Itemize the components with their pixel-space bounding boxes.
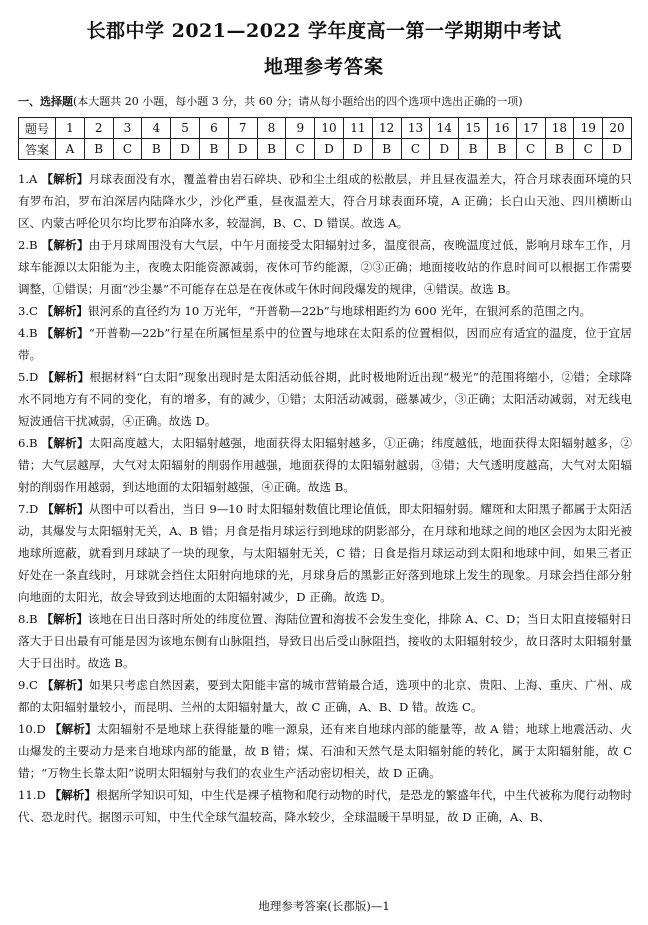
question-number-cell: 13	[401, 118, 430, 139]
question-number-cell: 8	[257, 118, 286, 139]
row-label-number: 题号	[19, 118, 56, 139]
explanation-tag: 【解析】	[42, 502, 89, 516]
explanation-number: 4.B	[18, 326, 38, 340]
explanation-tag: 【解析】	[49, 788, 97, 802]
question-number-cell: 20	[603, 118, 632, 139]
answer-cell: C	[516, 139, 545, 160]
section-heading	[18, 93, 638, 109]
explanation-tag: 【解析】	[41, 304, 89, 318]
answer-cell: B	[545, 139, 574, 160]
page-subtitle: 地理参考答案	[263, 56, 384, 78]
explanation-item	[18, 168, 632, 234]
answer-table	[18, 117, 632, 160]
question-number-cell: 16	[487, 118, 516, 139]
explanation-tag: 【解析】	[42, 370, 90, 384]
explanation-tag: 【解析】	[49, 722, 97, 736]
answer-row	[19, 139, 632, 160]
row-label-answer: 答案	[19, 139, 56, 160]
explanation-tag: 【解析】	[41, 612, 89, 626]
explanation-item	[18, 608, 632, 674]
explanation-item	[18, 322, 632, 366]
explanation-number: 7.D	[18, 502, 39, 516]
explanation-text: 该地在日出日落时所处的纬度位置、海陆位置和海拔不会发生变化，排除 A、C、D；当日太阳直接辐射日落大于日出最有可能是因为该地东侧有山脉阻挡，导致日出后受山脉阻挡，接收的太阳辐射较少，故日落时太阳辐射量大于日出时。故选 B。	[18, 612, 632, 670]
explanation-text: 如果只考虑自然因素，要到太阳能丰富的城市营销最合适，选项中的北京、贵阳、上海、重庆、广州、成都的太阳辐射量较小，而昆明、兰州的太阳辐射量大，故 C 正确，A、B、D 错。故选 C。	[18, 678, 632, 714]
explanation-text: 根据所学知识可知，中生代是裸子植物和爬行动物的时代，是恐龙的繁盛年代，中生代被称为爬行动物时代、恐龙时代。据图示可知，中生代全球气温较高，降水较少，全球温暖干旱明显，故 D 正确，A、B、	[18, 788, 632, 824]
explanation-item	[18, 674, 632, 718]
explanation-text: 根据材料“白太阳”现象出现时是太阳活动低谷期，此时极地附近出现“极光”的范围将缩小，②错；全球降水不同地方有不同的变化，有的增多，有的减少，①错；太阳活动减弱，磁暴减少，③正确；太阳活动减弱，对无线电短波通信干扰减弱，④正确。故选 D。	[18, 370, 632, 428]
answer-cell: D	[171, 139, 200, 160]
explanation-item	[18, 234, 632, 300]
explanation-text: 银河系的直径约为 10 万光年，“开普勒—22b”与地球相距约为 600 光年，在银河系的范围之内。	[88, 304, 592, 318]
answer-cell: D	[228, 139, 257, 160]
question-number-cell: 1	[56, 118, 85, 139]
explanation-text: 月球表面没有水，覆盖着由岩石碎块、砂和尘土组成的松散层，并且昼夜温差大，符合月球表面环境的只有罗布泊，罗布泊深居内陆降水少，沙化严重，昼夜温差大，符合月球表面环境，A 正确；长白山天池、四川横断山区、内蒙古呼伦贝尔均比罗布泊降水多，较湿润，B、C、D 错误。故选 A。	[18, 172, 632, 230]
answer-cell: B	[142, 139, 171, 160]
section-title: 一、选择题	[18, 95, 73, 108]
explanation-text: 从图中可以看出，当日 9—10 时太阳辐射数值比理论值低，即太阳辐射弱。耀斑和太阳黑子都属于太阳活动，其爆发与太阳辐射无关，A、B 错；月食是指月球运行到地球的阴影部分，在月球和地球之间的地区会因为太阳光被地球所遮蔽，就看到月球缺了一块的现象，与太阳辐射无关，C 错；日食是指月球运动到太阳和地球中间，如果三者正好处在一条直线时，月球就会挡住太阳射向地球的光，月球身后的黑影正好落到地球上发生的现象。月球会挡住部分射向地面的太阳光，故会导致到达地面的太阳辐射减少，D 正确。故选 D。	[18, 502, 632, 604]
question-number-cell: 2	[84, 118, 113, 139]
explanation-number: 5.D	[18, 370, 39, 384]
question-number-cell: 3	[113, 118, 142, 139]
answer-cell: D	[343, 139, 372, 160]
question-number-cell: 11	[343, 118, 372, 139]
question-number-cell: 12	[372, 118, 401, 139]
answer-cell: B	[84, 139, 113, 160]
explanation-tag: 【解析】	[41, 172, 89, 186]
explanation-number: 10.D	[18, 722, 46, 736]
answer-cell: A	[56, 139, 85, 160]
explanation-text: 由于月球周围没有大气层，中午月面接受太阳辐射过多，温度很高，夜晚温度过低，影响月球车工作，月球车能源以太阳能为主，夜晚太阳能资源减弱，夜休可节约能源，②③正确；地面接收站的作息时间可以根据工作需要调整，①错误；月面“沙尘暴”不可能存在总是在夜休或午休时间段爆发的规律，④错误。故选 B。	[18, 238, 632, 296]
answer-cell: B	[257, 139, 286, 160]
question-number-cell: 9	[286, 118, 315, 139]
explanation-number: 2.B	[18, 238, 38, 252]
question-number-cell: 19	[574, 118, 603, 139]
explanation-item	[18, 784, 632, 828]
answer-cell: C	[401, 139, 430, 160]
question-number-cell: 5	[171, 118, 200, 139]
explanation-item	[18, 300, 632, 322]
answer-cell: B	[459, 139, 488, 160]
explanation-number: 3.C	[18, 304, 38, 318]
explanation-tag: 【解析】	[41, 326, 89, 340]
answer-cell: C	[113, 139, 142, 160]
page-title: 长郡中学 2021—2022 学年度高一第一学期期中考试	[86, 20, 562, 42]
question-number-cell: 6	[199, 118, 228, 139]
explanation-number: 9.C	[18, 678, 38, 692]
section-note: (本大题共 20 小题，每小题 3 分，共 60 分；请从每小题给出的四个选项中选出正确的一项)	[73, 95, 523, 108]
answer-cell: D	[430, 139, 459, 160]
explanation-tag: 【解析】	[41, 678, 90, 692]
explanation-text: 太阳辐射不是地球上获得能量的唯一源泉，还有来自地球内部的能量等，故 A 错；地球上地震活动、火山爆发的主要动力是来自地球内部的能量，故 B 错；煤、石油和天然气是太阳辐射能的转化，属于太阳辐射能，故 C 错；“万物生长靠太阳”说明太阳辐射与我们的农业生产活动密切相关，故 D 正确。	[18, 722, 632, 780]
answer-cell: D	[315, 139, 344, 160]
explanation-number: 6.B	[18, 436, 38, 450]
explanation-item	[18, 432, 632, 498]
explanation-number: 1.A	[18, 172, 38, 186]
question-number-cell: 4	[142, 118, 171, 139]
explanation-text: “开普勒—22b”行星在所属恒星系中的位置与地球在太阳系的位置相似，因而应有适宜的温度，位于宜居带。	[18, 326, 632, 362]
page-footer: 地理参考答案(长郡版)—1	[258, 899, 390, 913]
answer-cell: B	[372, 139, 401, 160]
explanation-item	[18, 718, 632, 784]
question-number-cell: 15	[459, 118, 488, 139]
explanation-number: 11.D	[18, 788, 46, 802]
explanation-tag: 【解析】	[41, 436, 89, 450]
explanation-number: 8.B	[18, 612, 38, 626]
answer-cell: D	[603, 139, 632, 160]
explanation-item	[18, 366, 632, 432]
question-number-cell: 10	[315, 118, 344, 139]
answer-cell: B	[487, 139, 516, 160]
answer-cell: C	[286, 139, 315, 160]
question-number-cell: 18	[545, 118, 574, 139]
question-number-cell: 17	[516, 118, 545, 139]
answer-cell: C	[574, 139, 603, 160]
question-number-row	[19, 118, 632, 139]
question-number-cell: 7	[228, 118, 257, 139]
answer-cell: B	[199, 139, 228, 160]
question-number-cell: 14	[430, 118, 459, 139]
explanation-tag: 【解析】	[41, 238, 89, 252]
explanation-item	[18, 498, 632, 608]
explanation-list	[18, 168, 632, 828]
explanation-text: 太阳高度越大，太阳辐射越强，地面获得太阳辐射越多，①正确；纬度越低，地面获得太阳辐射越多，②错；大气层越厚，大气对太阳辐射的削弱作用越强，地面获得的太阳辐射越弱，③错；大气透明度越高，大气对太阳辐射的削弱作用越弱，到达地面的太阳辐射越强，④正确。故选 B。	[18, 436, 632, 494]
